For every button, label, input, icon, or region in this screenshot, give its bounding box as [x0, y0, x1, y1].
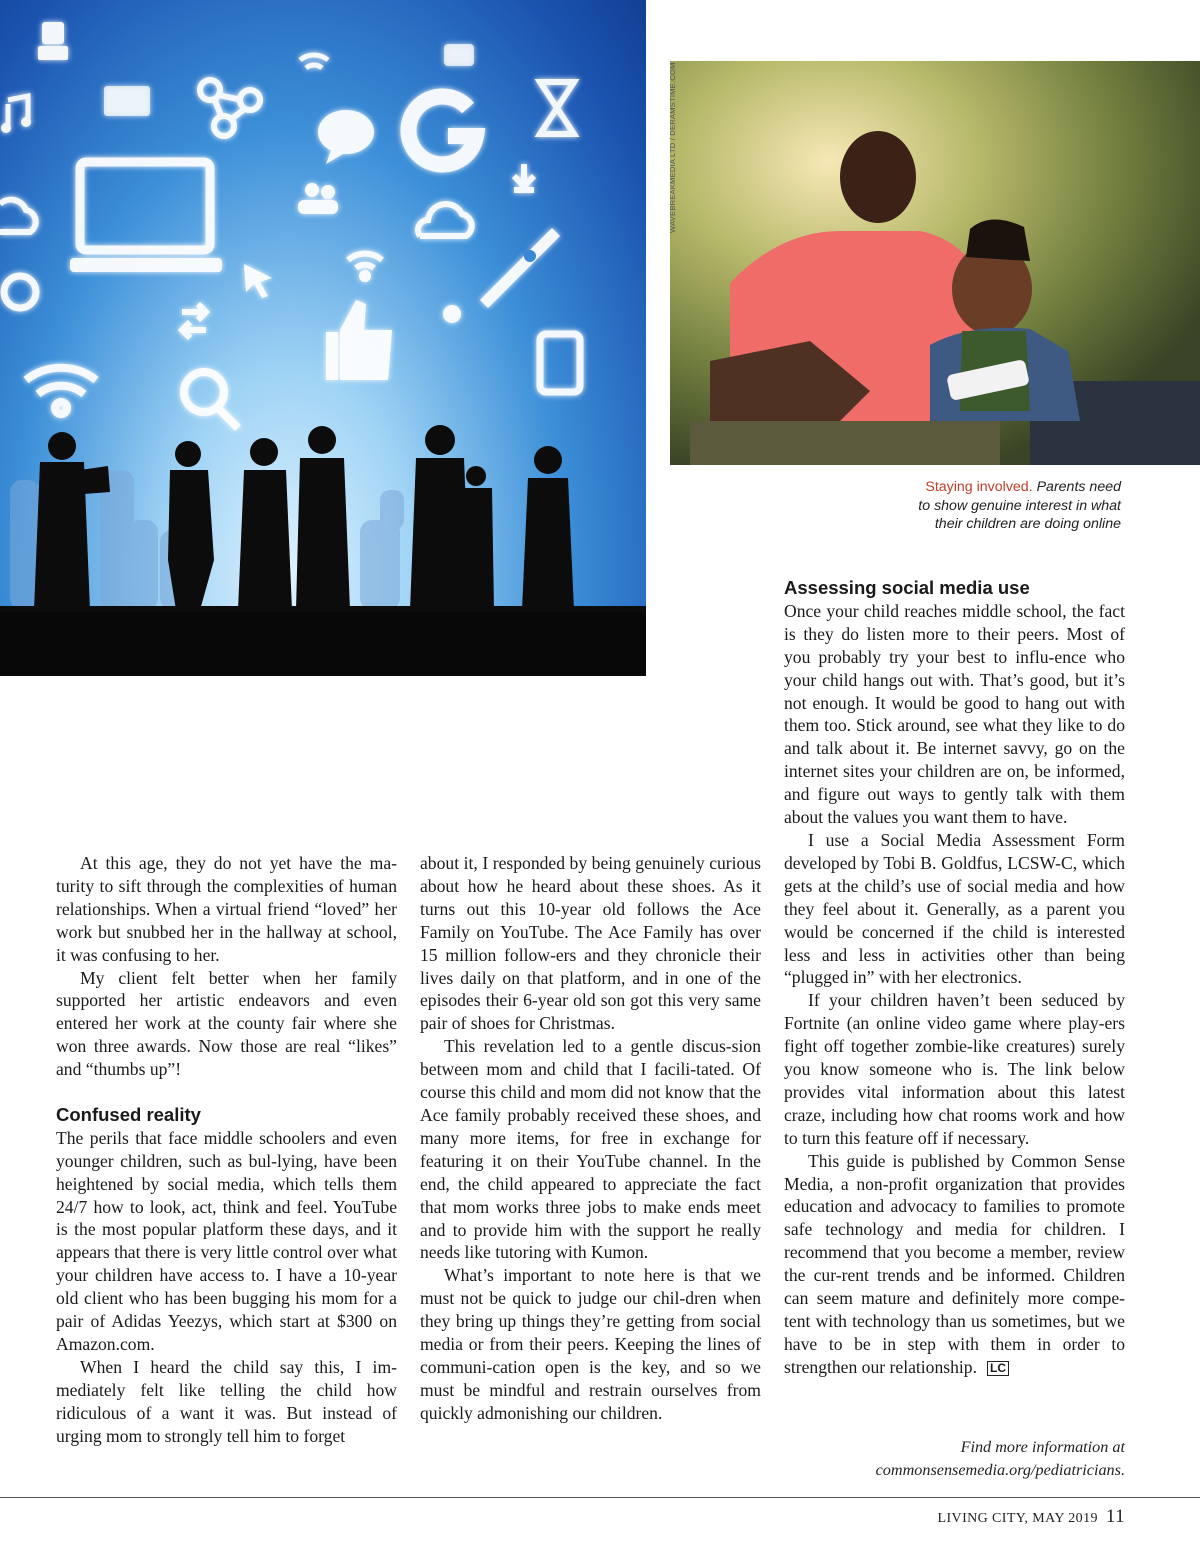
- paragraph: At this age, they do not yet have the ma-turity to sift through the complexities of human relationships. When a virtual friend “loved” her work but snubbed her in the hallway at school, it was confusing to her.: [56, 853, 397, 965]
- paragraph: When I heard the child say this, I im-mediately felt like telling the child how ridiculous of a want it was. But instead of urging mom to strongly tell him to forget: [56, 1356, 397, 1446]
- thumbs-up-icon: [326, 300, 392, 380]
- cloud-icon-left: [0, 200, 36, 232]
- find-more-note: [784, 1436, 1125, 1482]
- laptop-icon: [70, 162, 222, 272]
- end-mark-logo: LC: [987, 1361, 1009, 1376]
- cloud-icon-right: [418, 204, 472, 236]
- social-media-illustration: [0, 0, 646, 676]
- swap-arrows-icon: [182, 304, 206, 338]
- section-heading: Confused reality: [56, 1103, 201, 1125]
- envelope-icon: [104, 86, 150, 116]
- robot-icon: [38, 22, 68, 60]
- paragraph-final: [784, 1150, 1125, 1379]
- article-column-1: [56, 852, 397, 1448]
- smartphone-icon: [540, 334, 580, 392]
- download-icon: [514, 164, 534, 190]
- article-column-2: [420, 852, 761, 1425]
- page-footer: [938, 1506, 1125, 1528]
- photo-credit: [658, 61, 677, 241]
- father-son-photo: [670, 61, 1200, 465]
- paragraph: The perils that face middle schoolers and even younger children, such as bul-lying, have been heightened by social media, which tells them 24/7 how to look, act, think and feel. YouTube is the most popular platform these days, and it appears that there is very little control over what your children have access to. I have a 10-year old client who has been bugging his mom for a pair of Adidas Yeezys, which start at $300 on Amazon.com.: [56, 1127, 397, 1355]
- wifi-icon-mid: [348, 254, 382, 279]
- photo-caption: [840, 478, 1121, 534]
- g-logo-icon: [408, 96, 476, 164]
- people-icon: [298, 183, 338, 214]
- paragraph: about it, I responded by being genuinely curious about how he heard about these shoes. As it turns out this 10-year old follows the Ace Family on YouTube. The Ace Family has over 15 million follow-ers and they chronicle their lives daily on that platform, and in one of the episodes their 6-year old son got this very same pair of shoes for Christmas.: [420, 853, 761, 1034]
- paragraph: My client felt better when her family supported her artistic endeavors and even entered her work at the county fair where she won three awards. Now those are real “likes” and “thumbs up”!: [56, 967, 397, 1080]
- paragraph-final-text: This guide is published by Common Sense Media, a non-profit organization that provides education and advocacy to families to promote safe technology and media for children. I recommend that you become a member, review the cur-rent trends and be informed. Children can seem mature and definitely more compe-tent with technology than us sometimes, but we have to be in step with them in order to strengthen our relationship.: [784, 1150, 1125, 1377]
- footer-rule: [0, 1497, 1200, 1498]
- star-icon: [443, 305, 461, 323]
- paragraph: Once your child reaches middle school, the fact is they do listen more to their peers. Most of you probably try your best to influ-ence who your child hangs out with. That’s good, but it’s not enough. It would be good to hang out with them too. Stick around, see what they like to do and talk about it. Be internet savvy, go on the internet sites your children are on, be informed, and figure out ways to gently talk with them about the values you want them to have.: [784, 600, 1125, 828]
- rocket-icon: [480, 228, 560, 308]
- ground-silhouette: [0, 608, 646, 676]
- sync-icon: [4, 276, 36, 308]
- find-more-line-1: Find more information at: [960, 1438, 1125, 1456]
- paragraph: If your children haven’t been seduced by Fortnite (an online video game where play-ers fight off together zombie-like creatures) surely you know someone who is. The link below provides vital information about this latest craze, including how chat rooms work and how to turn this feature off if necessary.: [784, 990, 1125, 1148]
- hourglass-icon: [540, 82, 574, 134]
- music-note-icon: [1, 96, 31, 133]
- paragraph: I use a Social Media Assessment Form developed by Tobi B. Goldfus, LCSW-C, which gets at the child’s use of social media and how they feel about it. Generally, as a parent you would be concerned if the child is interested less and less in activities other than being “plugged in” with her electronics.: [784, 829, 1125, 988]
- caption-line-3: their children are doing online: [934, 516, 1121, 532]
- find-more-url[interactable]: commonsensemedia.org/pediatricians.: [875, 1461, 1125, 1479]
- cursor-icon: [244, 264, 272, 298]
- share-icon: [200, 80, 260, 136]
- page-number: 11: [1105, 1506, 1125, 1527]
- photo-credit-text: WAVEBREAKMEDIA LTD / DERAMSTIME.COM: [668, 62, 677, 233]
- people-silhouettes: [0, 425, 646, 612]
- magnifier-icon: [184, 372, 238, 428]
- camera-icon: [444, 44, 474, 66]
- wifi-icon-large: [26, 368, 96, 414]
- chat-bubble-icon: [318, 110, 374, 164]
- caption-lead: Staying involved.: [925, 479, 1033, 495]
- caption-line-2: to show genuine interest in what: [918, 497, 1121, 514]
- wifi-icon-small: [300, 55, 328, 68]
- article-column-3: [784, 577, 1125, 1379]
- paragraph: This revelation led to a gentle discus-sion between mom and child that I facili-tated. Of course this child and mom did not know that the Ace family probably received these shoes, and many more items, for free in exchange for featuring it on their YouTube channel. In the end, the child appeared to appreciate the fact that mom works three jobs to make ends meet and to provide him with the support he really needs like tutoring with Kumon.: [420, 1036, 761, 1263]
- section-heading: Assessing social media use: [784, 577, 1030, 598]
- publication-name: LIVING CITY, MAY 2019: [937, 1511, 1098, 1526]
- paragraph: What’s important to note here is that we must not be quick to judge our chil-dren when they bring up things they’re getting from social media or from their peers. Keeping the lines of communi-cation open is the key, and so we must be mindful and restrain ourselves from quickly admonishing our children.: [420, 1265, 761, 1423]
- caption-line-1: Parents need: [1036, 479, 1121, 495]
